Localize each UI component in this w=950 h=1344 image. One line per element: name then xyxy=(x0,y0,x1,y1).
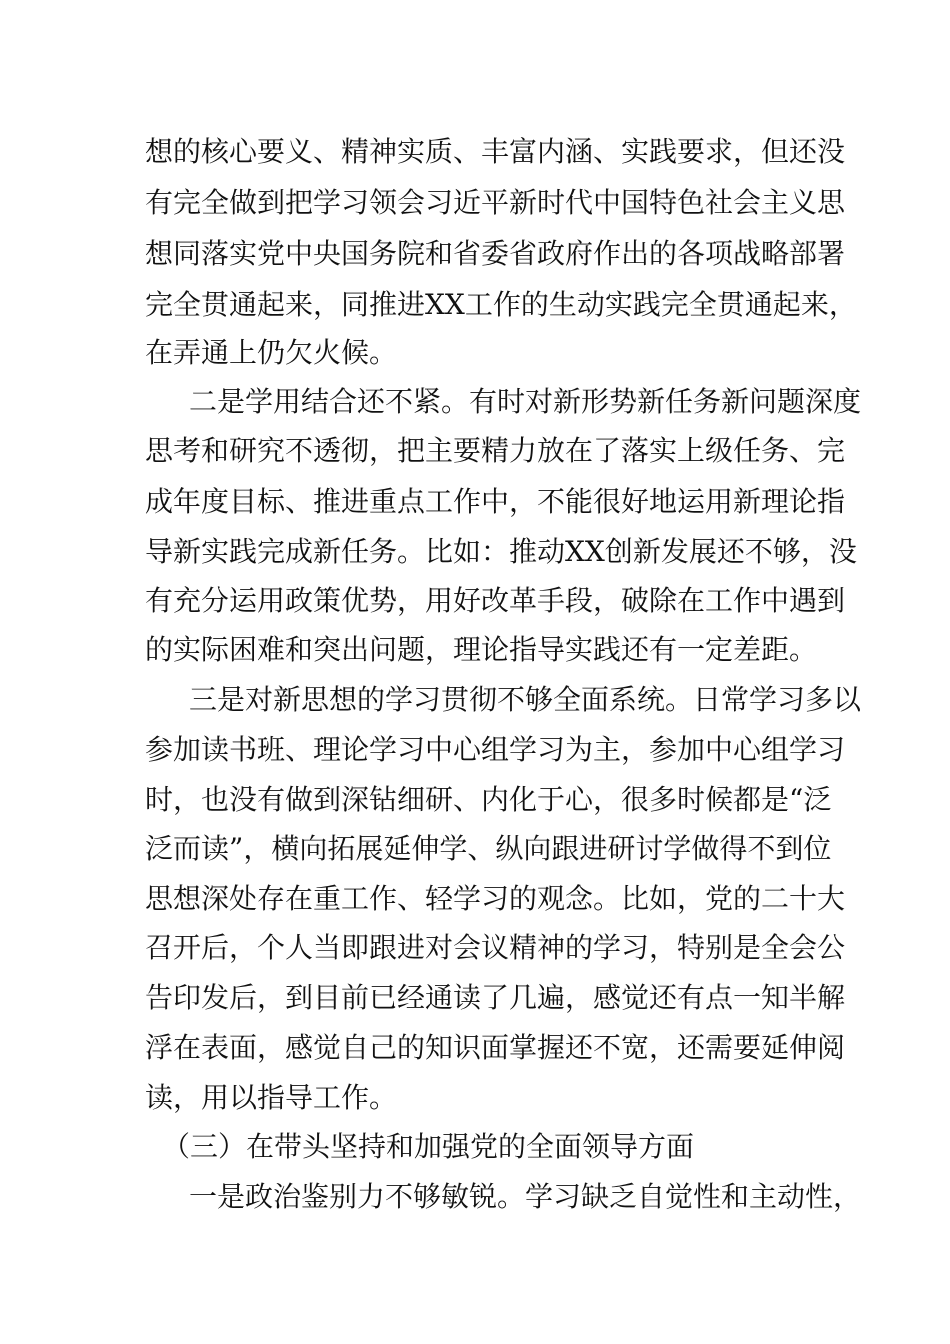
text-line: 泛而读”，横向拓展延伸学、纵向跟进研讨学做得不到位 xyxy=(145,832,832,865)
text-line: 导新实践完成新任务。比如：推动XX创新发展还不够，没 xyxy=(145,535,857,568)
text-line: 想同落实党中央国务院和省委省政府作出的各项战略部署 xyxy=(145,237,846,270)
text-line: 完全贯通起来，同推进XX工作的生动实践完全贯通起来， xyxy=(145,288,857,321)
text-line: 成年度目标、推进重点工作中，不能很好地运用新理论指 xyxy=(145,485,846,518)
text-line: 思考和研究不透彻，把主要精力放在了落实上级任务、完 xyxy=(145,434,846,467)
text-line: 的实际困难和突出问题，理论指导实践还有一定差距。 xyxy=(145,633,818,666)
text-line: 想的核心要义、精神实质、丰富内涵、实践要求，但还没 xyxy=(145,135,846,168)
text-line: 有完全做到把学习领会习近平新时代中国特色社会主义思 xyxy=(145,186,846,219)
text-line: 召开后，个人当即跟进对会议精神的学习，特别是全会公 xyxy=(145,931,846,964)
text-line: 浮在表面，感觉自己的知识面掌握还不宽，还需要延伸阅 xyxy=(145,1031,846,1064)
paragraph-first-line: 三是对新思想的学习贯彻不够全面系统。日常学习多以 xyxy=(189,683,862,716)
text-line: 参加读书班、理论学习中心组学习为主，参加中心组学习 xyxy=(145,733,846,766)
section-heading: （三）在带头坚持和加强党的全面领导方面 xyxy=(162,1130,695,1163)
text-line: 思想深处存在重工作、轻学习的观念。比如，党的二十大 xyxy=(145,882,846,915)
text-line: 读，用以指导工作。 xyxy=(145,1081,398,1114)
paragraph-first-line: 二是学用结合还不紧。有时对新形势新任务新问题深度 xyxy=(189,385,862,418)
text-line: 在弄通上仍欠火候。 xyxy=(145,336,398,369)
text-line: 时，也没有做到深钻细研、内化于心，很多时候都是“泛 xyxy=(145,783,832,816)
text-line: 有充分运用政策优势，用好改革手段，破除在工作中遇到 xyxy=(145,584,846,617)
paragraph-first-line: 一是政治鉴别力不够敏锐。学习缺乏自觉性和主动性， xyxy=(189,1180,862,1213)
text-line: 告印发后，到目前已经通读了几遍，感觉还有点一知半解 xyxy=(145,981,846,1014)
